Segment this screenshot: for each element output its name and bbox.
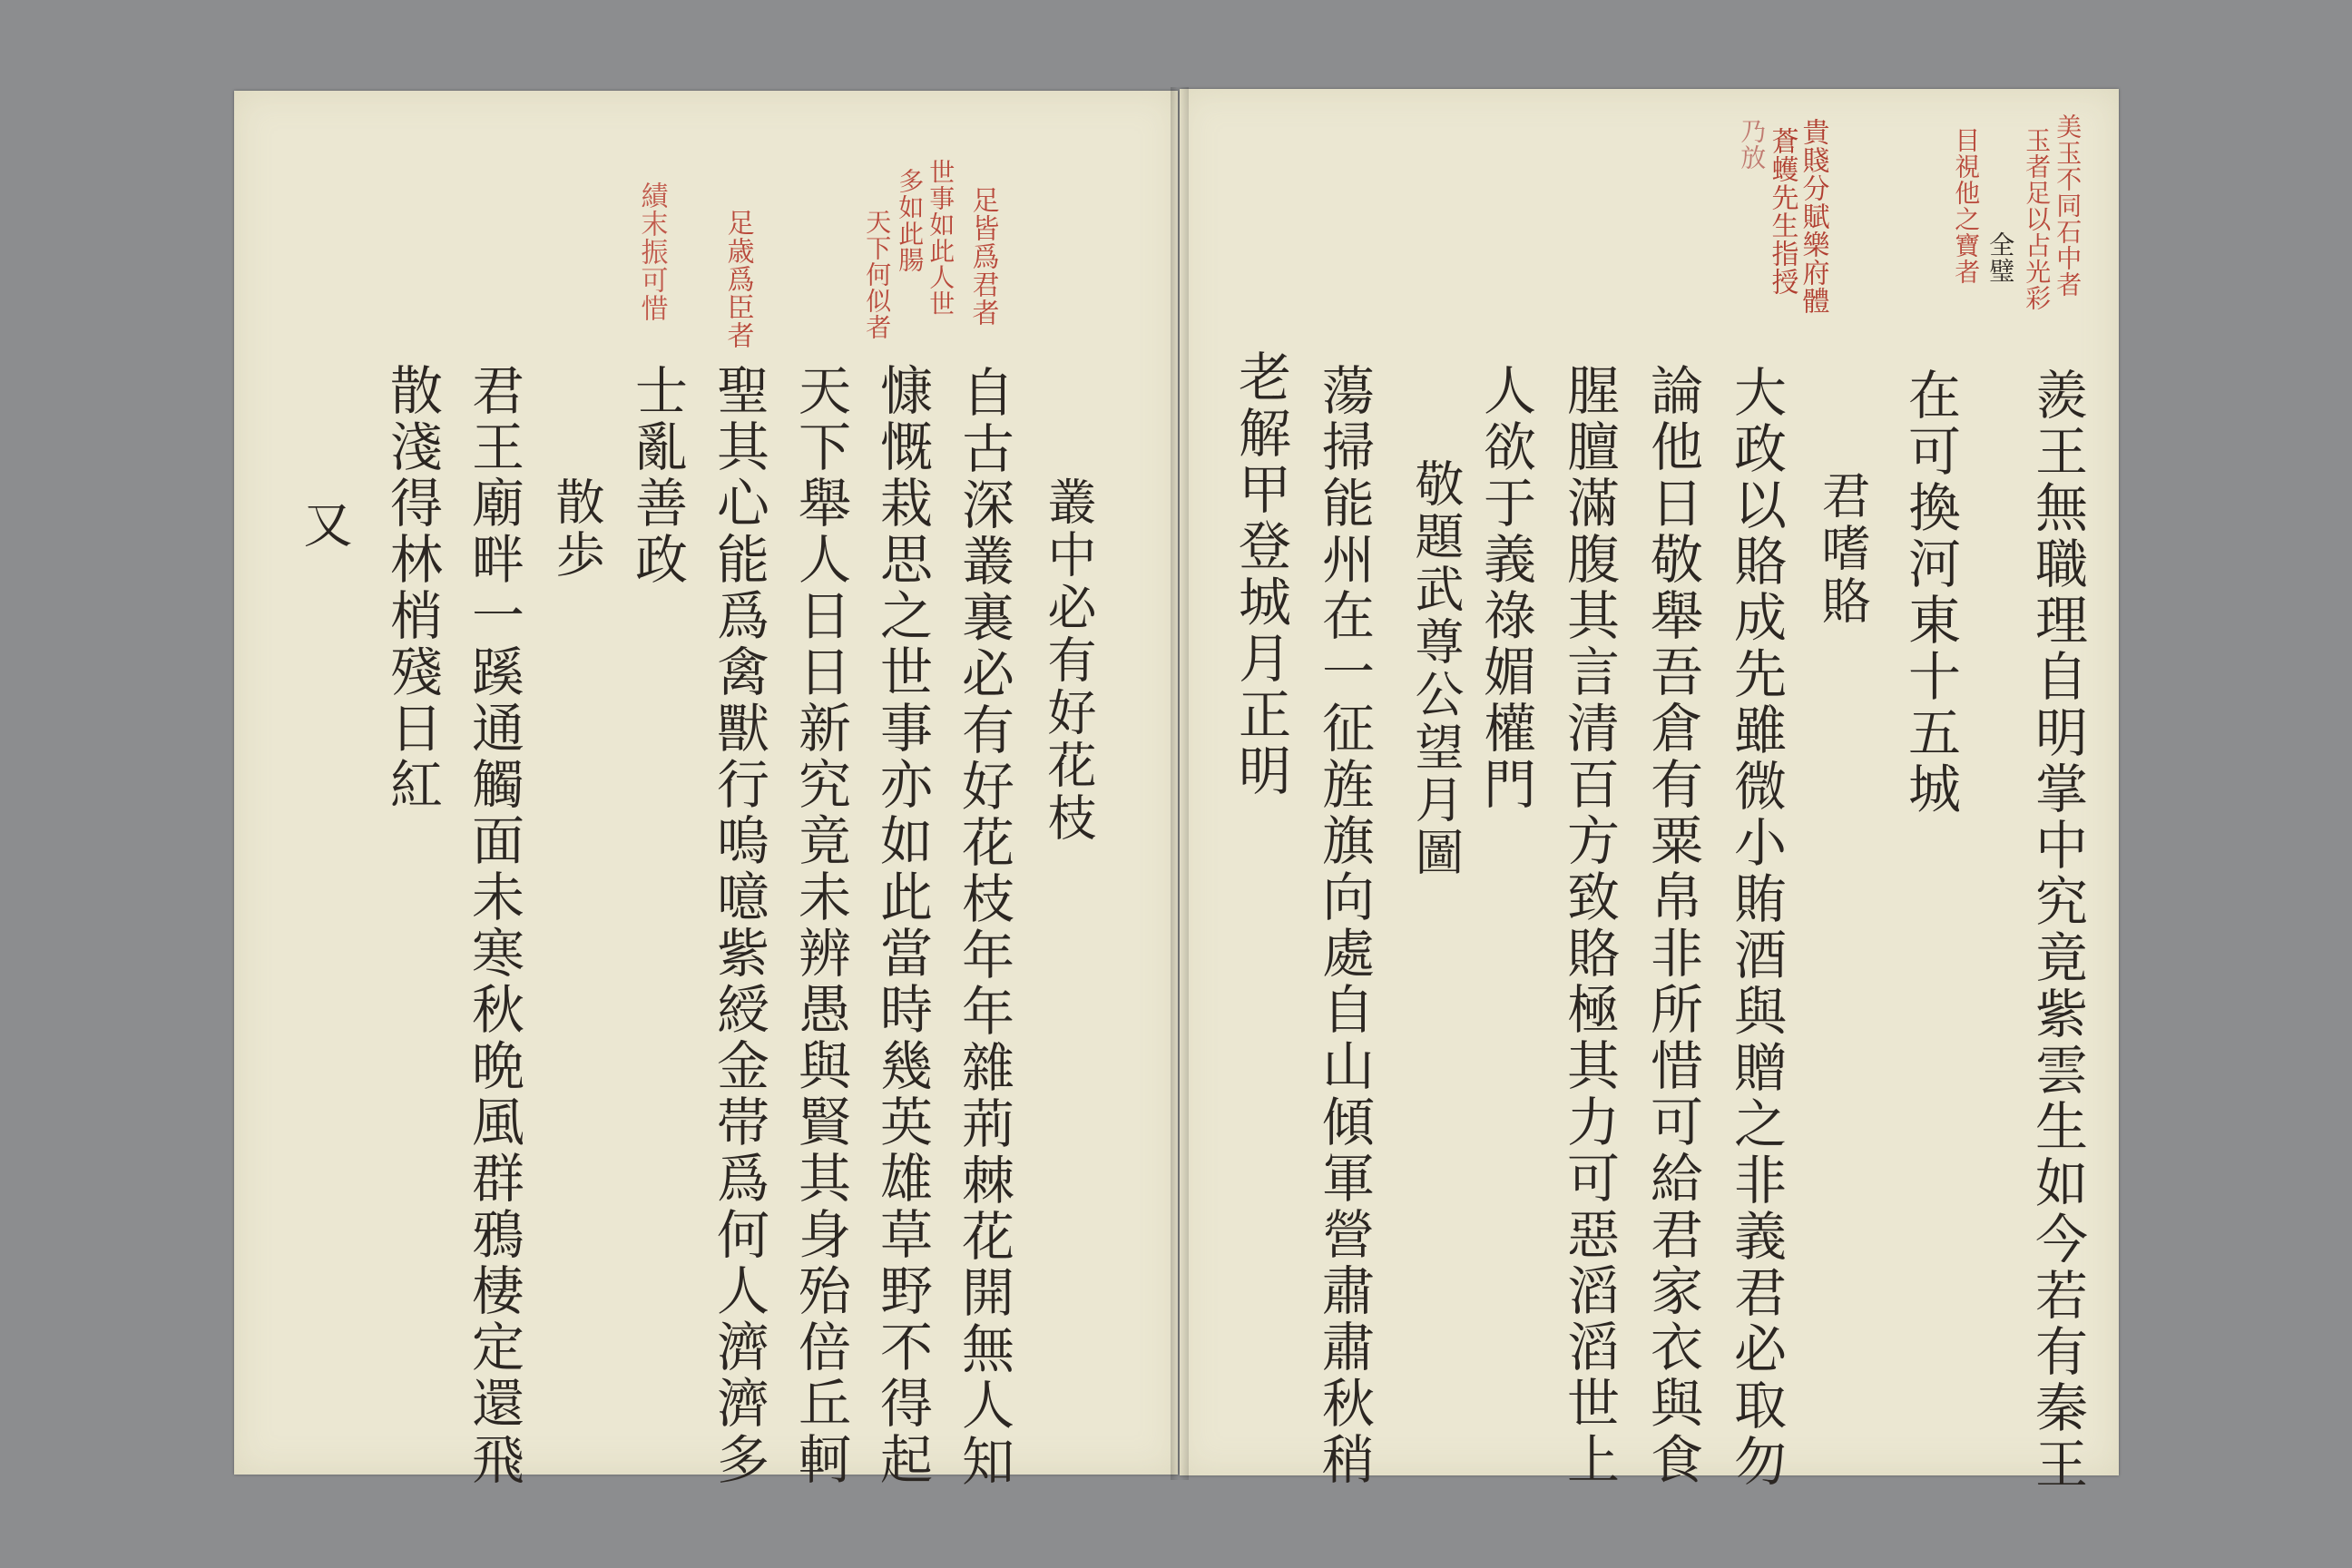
- left-text-column-4: 天下舉人日日新究竟未辨愚與賢其身殆倍丘軻: [789, 363, 851, 1488]
- left-annotation-6: 績末振可惜: [635, 181, 668, 322]
- right-annotation-7: 乃放: [1737, 118, 1768, 171]
- right-heading-kun-shiro: 君嗜賂: [1814, 470, 1871, 628]
- right-heading-takeru-moon: 敬題武尊公望月圖: [1407, 458, 1465, 879]
- right-annotation-5: 貴賤分賦樂府體: [1797, 118, 1829, 315]
- left-heading-flower: 叢中必有好花枝: [1040, 476, 1097, 845]
- right-text-column-6: 腥膻滿腹其言清百方致賂極其力可惡滔滔世上: [1558, 363, 1620, 1488]
- right-text-column-5: 論他日敬舉吾倉有粟帛非所惜可給君家衣與食: [1642, 363, 1703, 1488]
- left-annotation-3: 多如此腸: [895, 168, 926, 273]
- left-page: [234, 91, 1178, 1475]
- right-text-column-4: 大政以賂成先雖微小賄酒與贈之非義君必取勿: [1725, 365, 1787, 1490]
- left-text-column-5: 聖其心能爲禽獸行嗚噫紫綬金帯爲何人濟濟多: [708, 363, 769, 1488]
- left-text-column-9: 散淺得林梢殘日紅: [381, 363, 443, 813]
- left-heading-again: 又: [296, 499, 353, 552]
- right-annotation-6: 蒼蠖先生指授: [1766, 127, 1798, 296]
- left-text-column-6: 士亂善政: [626, 363, 688, 588]
- left-annotation-1: 足皆爲君者: [966, 186, 999, 327]
- right-annotation-1: 美玉不同石中者: [2053, 113, 2083, 298]
- right-text-column-1: 羨王無職理自明掌中究竟紫雲生如今若有秦王: [2026, 368, 2088, 1493]
- left-text-column-3: 慷慨栽思之世事亦如此當時幾英雄草野不得起: [871, 363, 933, 1488]
- left-annotation-4: 天下何似者: [862, 209, 893, 340]
- right-annotation-4: 目視他之寶者: [1951, 127, 1982, 285]
- right-text-column-9: 蕩掃能州在一征旌旗向處自山傾軍營肅肅秋稍: [1313, 363, 1375, 1488]
- right-text-column-2: 在可換河東十五城: [1899, 368, 1961, 818]
- right-text-column-7: 人欲于義祿媚權門: [1475, 363, 1536, 813]
- left-text-column-8: 君王廟畔一蹊通觸面未寒秋晩風群鴉棲定還飛: [463, 363, 524, 1488]
- right-annotation-3: 全璧: [1985, 231, 2016, 284]
- left-heading-stroll: 散歩: [548, 476, 605, 582]
- left-text-column-2: 自古深叢裏必有好花枝年年雜荊棘花開無人知: [953, 365, 1014, 1490]
- right-text-column-10: 老解甲登城月正明: [1230, 349, 1291, 799]
- book-spine: [1171, 87, 1189, 1480]
- left-annotation-2: 世事如此人世: [926, 159, 956, 317]
- right-annotation-2: 玉者足以占光彩: [2022, 127, 2053, 311]
- left-annotation-5: 足歳爲臣者: [721, 209, 754, 349]
